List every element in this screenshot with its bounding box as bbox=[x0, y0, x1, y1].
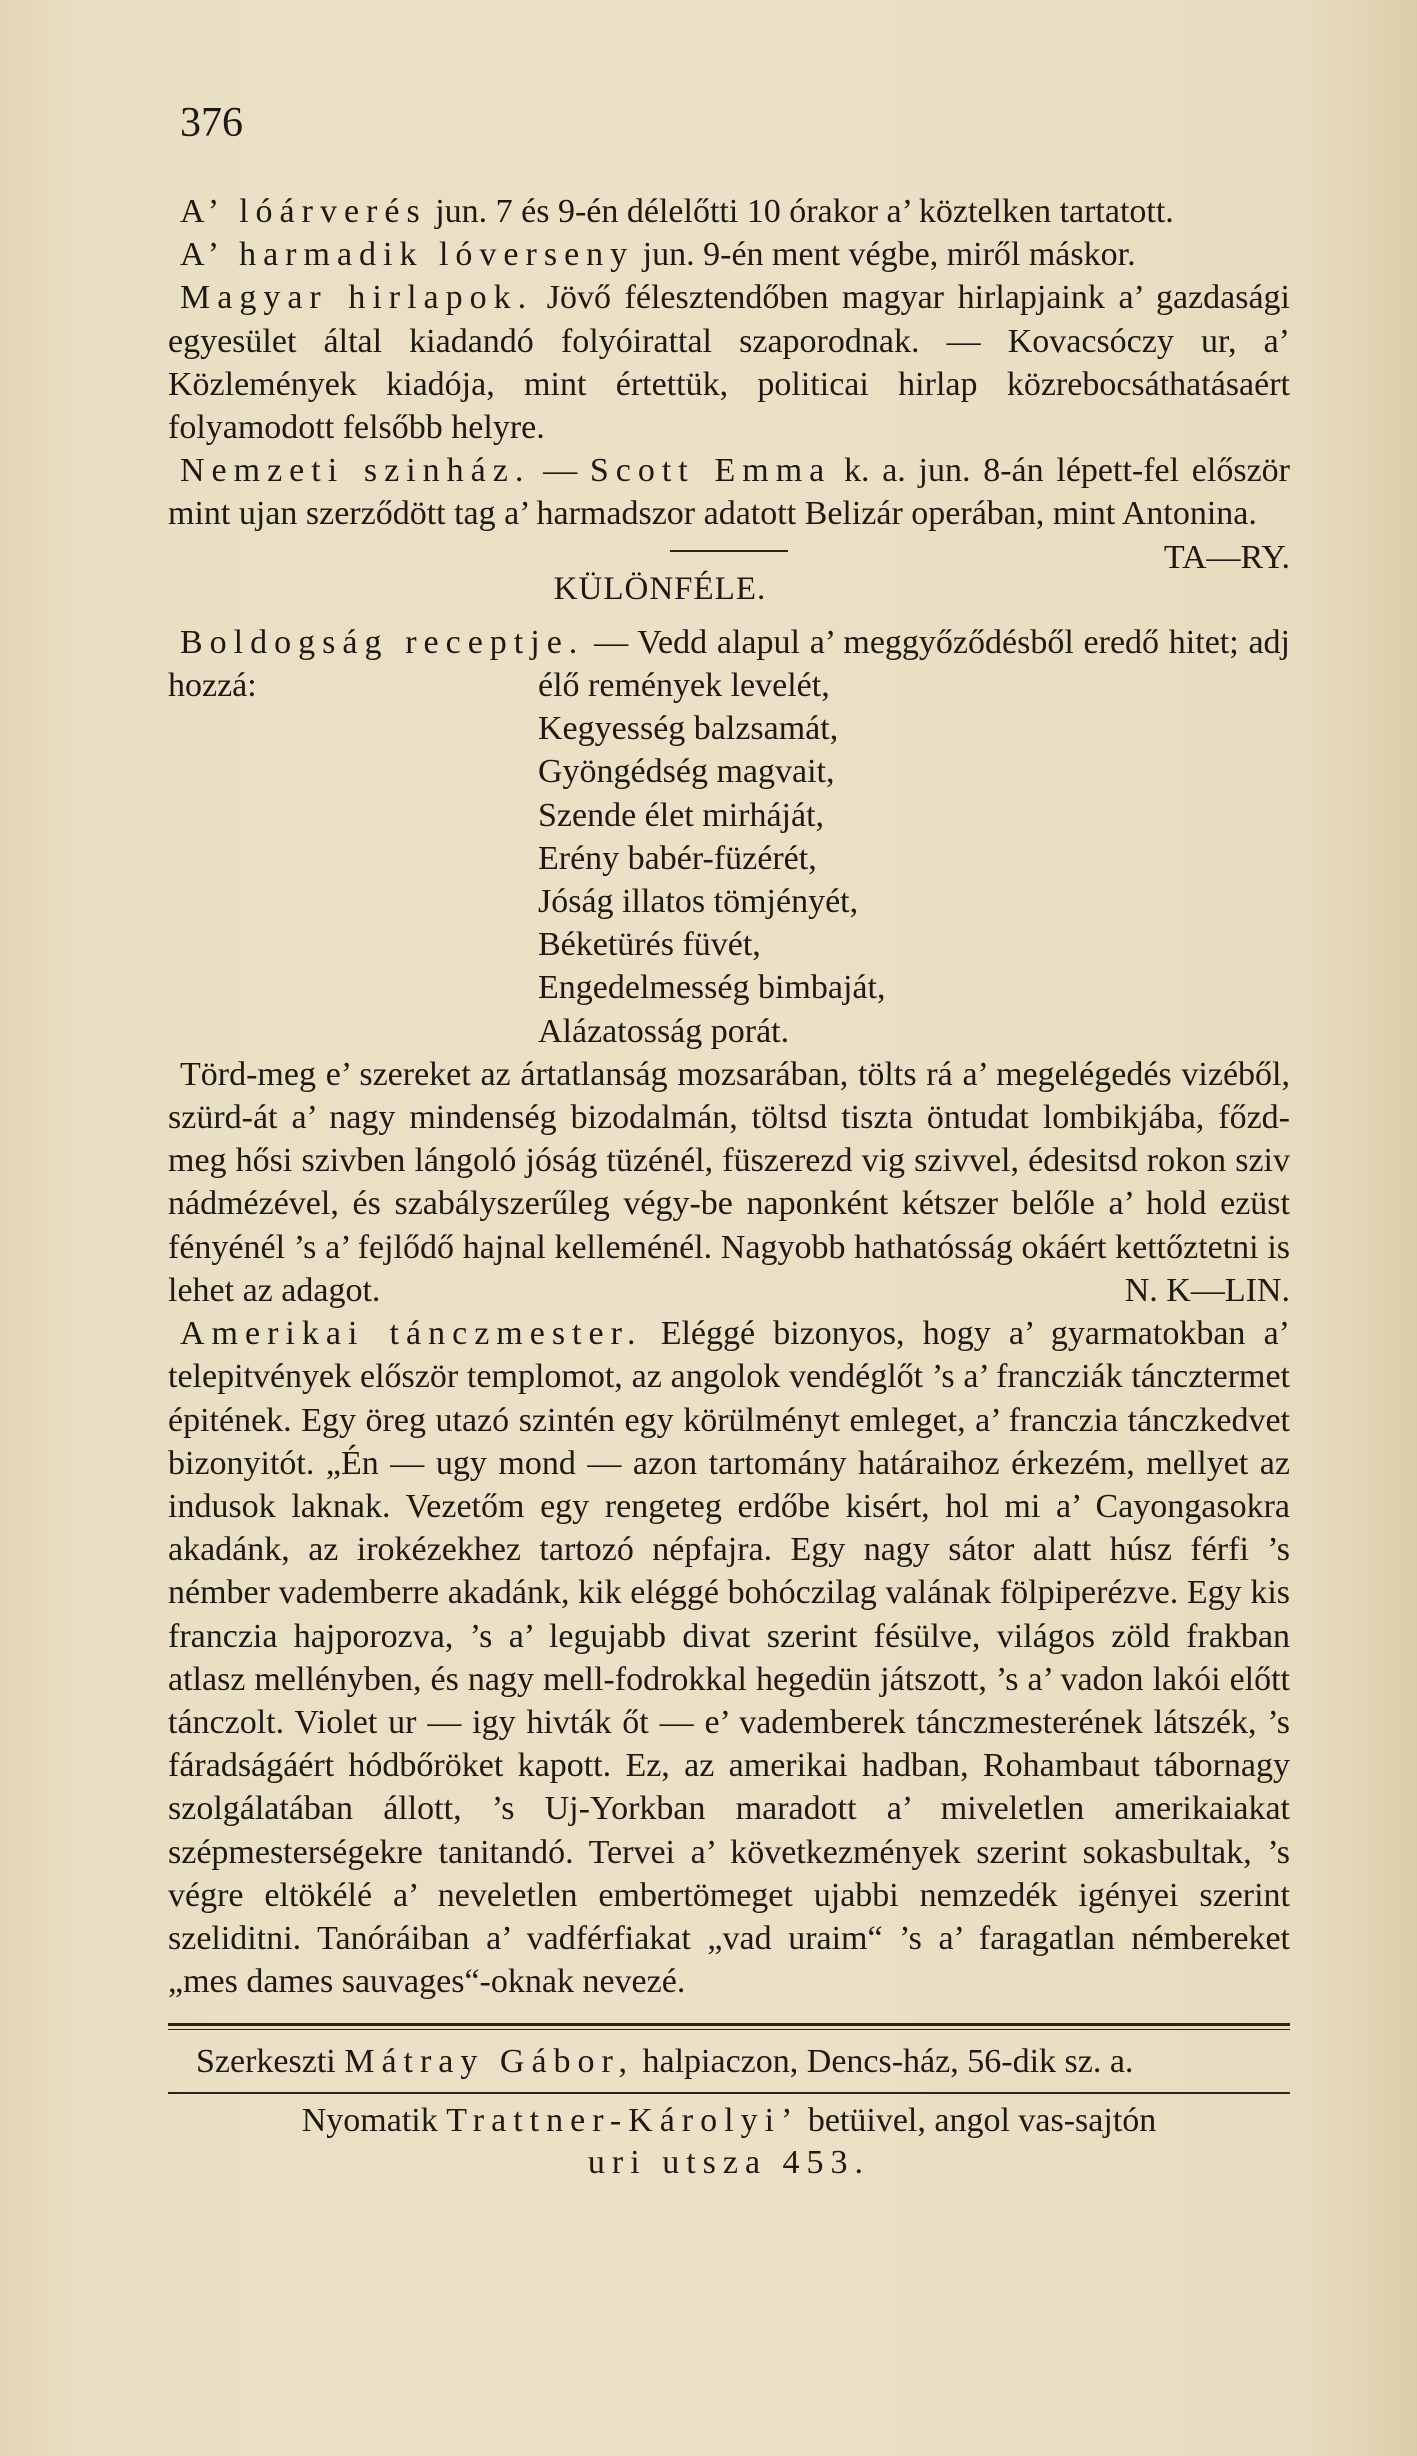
editor-line bbox=[168, 2040, 1290, 2083]
ingredient-line: Szende élet mirháját, bbox=[538, 796, 825, 834]
article-hirlapok bbox=[168, 276, 1290, 449]
article-text: jun. 7 és 9-én délelőtti 10 órakor a’ köztelken tartatott. bbox=[426, 193, 1174, 230]
article-harmadik bbox=[168, 233, 1290, 276]
editor-address: halpiaczon, Dencs-ház, 56-dik sz. a. bbox=[634, 2043, 1134, 2081]
performer-name: Scott Emma bbox=[589, 452, 832, 490]
article-tanczmester bbox=[168, 1312, 1290, 2003]
article-head: A’ lóárverés bbox=[180, 193, 427, 230]
ingredient-line: Alázatosság porát. bbox=[538, 1012, 790, 1050]
section-divider bbox=[670, 550, 788, 552]
article-head: Nemzeti szinház. bbox=[180, 452, 531, 490]
recipe-ingredient-list bbox=[538, 664, 1290, 1053]
printer-name: Trattner-Károlyi’ bbox=[446, 2101, 800, 2139]
article-loarveres bbox=[168, 190, 1290, 233]
ingredient-line: Kegyesség balzsamát, bbox=[538, 710, 839, 748]
ingredient-line: Gyöngédség magvait, bbox=[538, 753, 835, 791]
page-content bbox=[168, 100, 1290, 2184]
article-text: k. a. jun. 8-án lépett-fel először mint ujan szerződött tag a’ harmadszor adatott Belizár operában, mint Antonina. bbox=[168, 452, 1290, 533]
page-number: 376 bbox=[180, 100, 243, 146]
footer-rule bbox=[168, 2092, 1290, 2094]
article-text: Jövő félesztendőben magyar hirlapjaink a’ gazdasági egyesület által kiadandó folyóirattal szaporodnak. — Kovacsóczy ur, a’ Közlemények kiadója, mint értettük, politicai hirlap közrebocsáthatásaért folyamodott felsőbb helyre. bbox=[168, 279, 1290, 447]
printer-line bbox=[168, 2100, 1290, 2142]
ingredient-line: élő remények levelét, bbox=[538, 667, 830, 705]
article-text: jun. 9-én ment végbe, miről máskor. bbox=[634, 236, 1136, 274]
article-text: Eléggé bizonyos, hogy a’ gyarmatokban a’ telepitvények először templomot, az angolok vendéglőt ’s a’ francziák táncztermet épitének. Egy öreg utazó szintén egy körülményt emleget, a’ franczia tánczkedvet bizonyitót. „Én — ugy mond — azon tartomány határaihoz érkezém, mellyet az indusok laknak. Vezetőm egy rengeteg erdőbe kisért, hol mi a’ Cayongasokra akadánk, az irokézekhez tartozó népfajra. Egy nagy sátor alatt húsz férfi ’s némber vademberre akadánk, kik eléggé bohóczilag valának fölpiperézve. Egy kis franczia hajporozva, ’s a’ legujabb divat szerint fésülve, világos zöld frakban atlasz mellényben, és nagy mell-fodrokkal hegedün játszott, ’s a’ vadon lakói előtt tánczolt. Violet ur — igy hivták őt — e’ vademberek tánczmesterének látszék, ’s fáradságáért hódbőröket kapott. Ez, az amerikai hadban, Rohambaut tábornagy szolgálatában állott, ’s Uj-Yorkban maradott a’ miveletlen amerikaiakat szépmesterségekre tanitandó. Tervei a’ következmények szerint sokasbultak, ’s végre eltökélé a’ neveletlen embertömeget ujabbi nemzedék igényei szerint szeliditni. Tanóráiban a’ vadférfiakat „vad uraim“ ’s a’ faragatlan némbereket „mes dames sauvages“-oknak nevezé. bbox=[168, 1315, 1290, 2001]
editor-name: Mátray Gábor, bbox=[344, 2043, 635, 2081]
ingredient-line: Béketürés füvét, bbox=[538, 926, 761, 964]
article-szinhaz bbox=[168, 449, 1290, 576]
ingredient-line: Jóság illatos tömjényét, bbox=[538, 883, 859, 921]
article-text: Törd-meg e’ szereket az ártatlanság mozsarában, tölts rá a’ megelégedés vizéből, szürd-át a’ nagy mindenség bizodalmán, töltsd tiszta öntudat lombikjába, főzd-meg hősi szivben lángoló jóság tüzénél, füszerezd vig szivvel, édesitsd rokon sziv nádmézével, és szabályszerűleg végy-be naponként kétszer belőle a’ hold ezüst fényénél ’s a’ fejlődő hajnal kelleménél. Nagyobb hathatósság okáért kettőztetni is lehet az adagot. bbox=[168, 1055, 1290, 1309]
printer-label: Nyomatik bbox=[301, 2101, 438, 2139]
editor-label: Szerkeszti bbox=[196, 2043, 336, 2081]
article-head: Amerikai tánczmester. bbox=[180, 1315, 643, 1353]
footer-divider bbox=[168, 2023, 1290, 2030]
article-text: — bbox=[530, 452, 590, 490]
article-head: A’ harmadik lóverseny bbox=[180, 236, 635, 274]
ingredient-line: Engedelmesség bimbaját, bbox=[538, 969, 886, 1007]
printer-detail: betüivel, angol vas-sajtón bbox=[799, 2101, 1157, 2139]
section-title: KÜLÖNFÉLE. bbox=[553, 570, 767, 607]
article-head: Magyar hirlapok. bbox=[180, 279, 534, 317]
printer-address: uri utsza 453. bbox=[587, 2143, 871, 2181]
author-signature: TA—RY. bbox=[1163, 538, 1290, 576]
ingredient-line: Erény babér-füzérét, bbox=[538, 839, 817, 877]
article-text: — Vedd alapul a’ meggyőződésből eredő hitet; adj hozzá: bbox=[168, 623, 1290, 705]
article-head: Boldogság receptje. bbox=[180, 623, 585, 661]
author-signature: N. K—LIN. bbox=[1124, 1271, 1290, 1309]
recipe-body bbox=[168, 1053, 1290, 1312]
